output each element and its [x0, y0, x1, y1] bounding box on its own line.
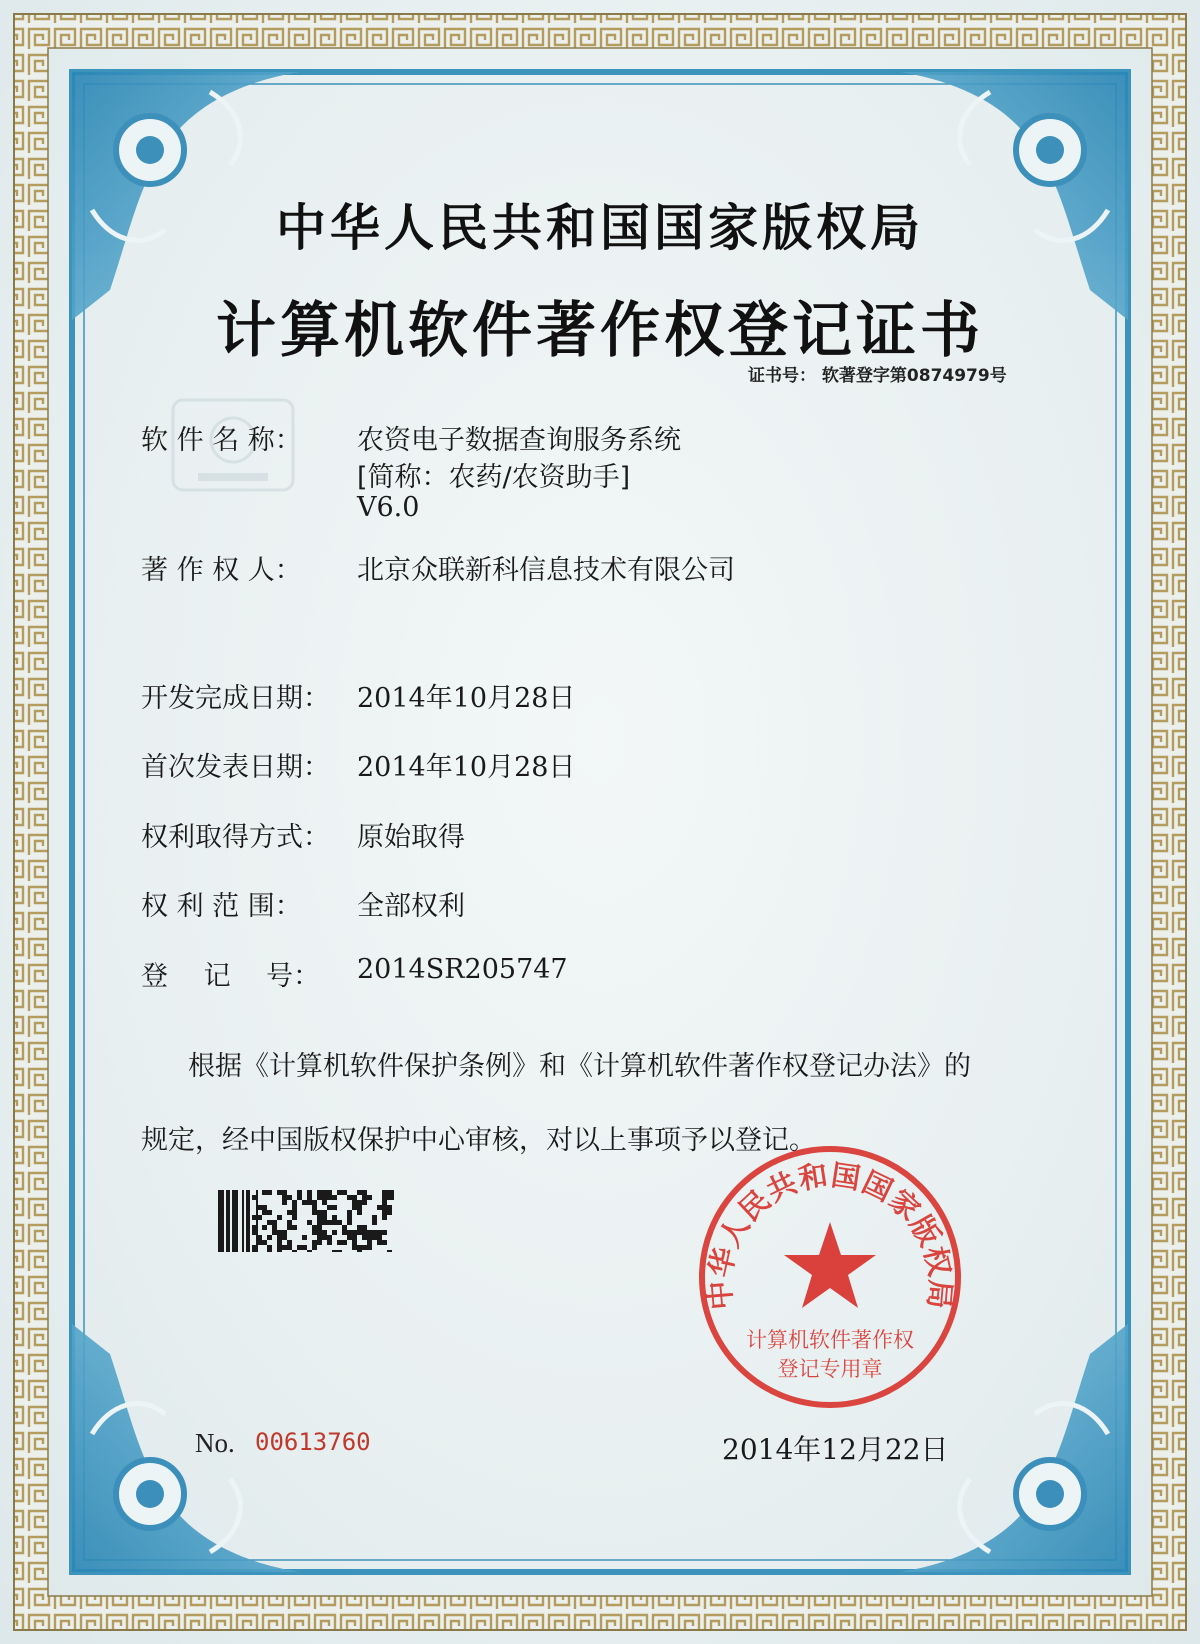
- seal-center-line-1: 计算机软件著作权: [746, 1328, 914, 1352]
- registration-number-value: 2014SR205747: [357, 954, 568, 985]
- barcode: [218, 1190, 394, 1252]
- copyright-owner-value: 北京众联新科信息技术有限公司: [357, 555, 735, 586]
- development-date-value: 2014年10月28日: [357, 683, 576, 714]
- development-date-label: 开发完成日期：: [141, 683, 330, 714]
- seal-center-line-2: 登记专用章: [777, 1357, 883, 1381]
- issue-date: 2014年12月22日: [722, 1433, 949, 1466]
- rights-scope-value: 全部权利: [357, 891, 465, 922]
- rights-scope-label: 权 利 范 围：: [141, 891, 302, 922]
- issuing-authority: 中华人民共和国国家版权局: [276, 199, 924, 257]
- certificate-number: 证书号： 软著登字第0874979号: [748, 366, 1007, 386]
- publication-date-label: 首次发表日期：: [141, 752, 330, 783]
- certificate-title: 计算机软件著作权登记证书: [216, 296, 984, 366]
- software-version: V6.0: [357, 492, 420, 523]
- statement-line-2: 规定，经中国版权保护中心审核，对以上事项予以登记。: [141, 1125, 816, 1156]
- seal-star-icon: [784, 1222, 876, 1308]
- acquisition-method-value: 原始取得: [357, 822, 465, 853]
- acquisition-method-label: 权利取得方式：: [141, 822, 330, 853]
- software-name-value: 农资电子数据查询服务系统: [357, 425, 681, 456]
- registration-number-label: 登 记 号：: [141, 961, 321, 992]
- software-name-label: 软 件 名 称：: [141, 425, 302, 456]
- publication-date-value: 2014年10月28日: [357, 752, 576, 783]
- statement-line-1: 根据《计算机软件保护条例》和《计算机软件著作权登记办法》的: [188, 1051, 971, 1082]
- serial-number: 00613760: [255, 1428, 371, 1456]
- seal-arc-text: 中华人民共和国国家版权局: [702, 1157, 958, 1312]
- serial-label: No.: [195, 1428, 235, 1458]
- software-short-name: [简称：农药/农资助手]: [357, 462, 631, 493]
- official-seal: [695, 1142, 965, 1412]
- copyright-owner-label: 著 作 权 人：: [141, 555, 302, 586]
